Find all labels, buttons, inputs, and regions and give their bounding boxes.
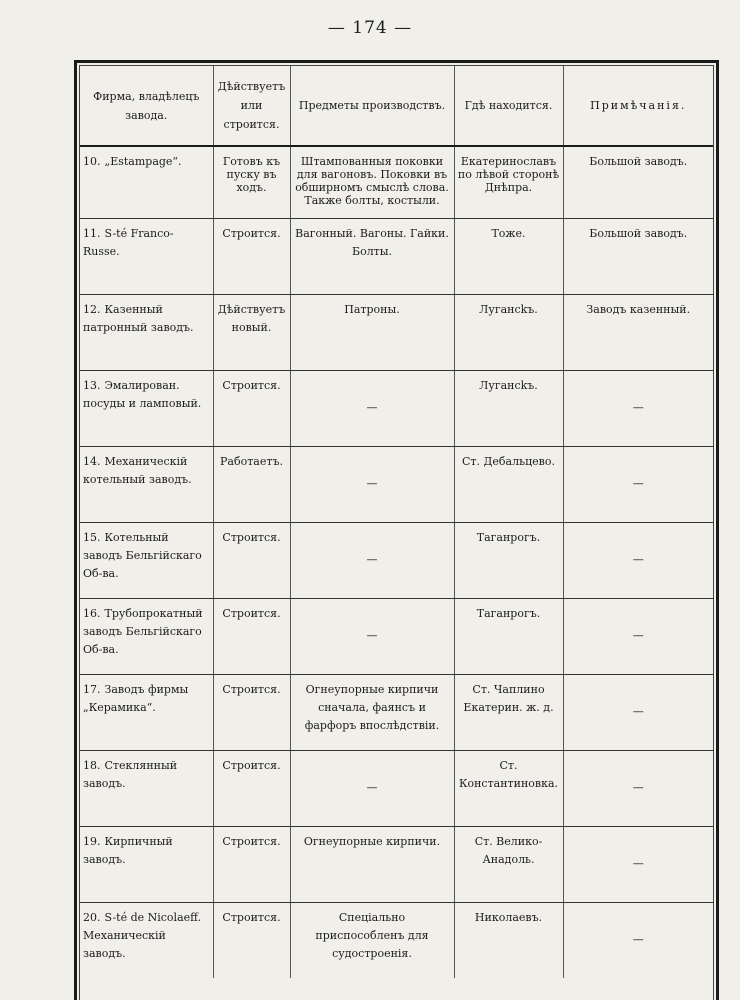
table-row: [80, 598, 713, 674]
products-cell: —: [290, 598, 454, 674]
row-number: 19.: [83, 834, 101, 848]
notes-cell: —: [563, 598, 713, 674]
firm-name: Кирпичный заводъ.: [83, 834, 173, 866]
status-cell: Строится.: [213, 218, 290, 294]
table-row: [80, 370, 713, 446]
header-notes: Примѣчанія.: [563, 66, 713, 146]
header-status: Дѣйствуетъ или строится.: [213, 66, 290, 146]
status-cell: Работаетъ.: [213, 446, 290, 522]
notes-cell: Заводъ казенный.: [563, 294, 713, 370]
status-cell: Строится.: [213, 522, 290, 598]
factory-table: [80, 66, 713, 978]
firm-name: Стеклянный заводъ.: [83, 758, 178, 790]
location-cell: Ст. Дебальцево.: [454, 446, 563, 522]
notes-cell: —: [563, 674, 713, 750]
table-row: [80, 146, 713, 218]
header-firm: Фирма, владѣлецъ завода.: [80, 66, 213, 146]
location-cell: Екатеринославъ по лѣвой сторонѣ Днѣпра.: [454, 146, 563, 218]
location-cell: Ст. Константиновка.: [454, 750, 563, 826]
table-row: [80, 902, 713, 978]
products-cell: —: [290, 522, 454, 598]
status-cell: Строится.: [213, 826, 290, 902]
products-cell: —: [290, 446, 454, 522]
firm-cell: [80, 218, 213, 294]
firm-cell: [80, 826, 213, 902]
location-cell: Тоже.: [454, 218, 563, 294]
notes-cell: Большой заводъ.: [563, 146, 713, 218]
notes-cell: —: [563, 750, 713, 826]
row-number: 16.: [83, 606, 101, 620]
header-products: Предметы производствъ.: [290, 66, 454, 146]
table-row: [80, 294, 713, 370]
products-cell: Штампованныя поковки для вагоновъ. Поковки въ обширномъ смыслѣ слова. Также болты, костыли.: [290, 146, 454, 218]
firm-name: Эмалирован. посуды и ламповый.: [83, 378, 202, 410]
products-cell: Огнеупорные кирпичи.: [290, 826, 454, 902]
firm-cell: [80, 902, 213, 978]
location-cell: Таганрогъ.: [454, 598, 563, 674]
location-cell: Лугансkъ.: [454, 370, 563, 446]
firm-cell: [80, 522, 213, 598]
firm-cell: [80, 598, 213, 674]
firm-name: Казенный патронный заводъ.: [83, 302, 194, 334]
firm-name: S-té Franco-Russe.: [83, 226, 174, 258]
status-cell: Строится.: [213, 750, 290, 826]
location-cell: Лугансkъ.: [454, 294, 563, 370]
products-cell: —: [290, 750, 454, 826]
notes-cell: —: [563, 522, 713, 598]
products-cell: Вагонный. Вагоны. Гайки. Болты.: [290, 218, 454, 294]
notes-cell: —: [563, 446, 713, 522]
products-cell: Спеціально приспособленъ для судостроенія.: [290, 902, 454, 978]
row-number: 13.: [83, 378, 101, 392]
firm-cell: [80, 370, 213, 446]
firm-cell: [80, 674, 213, 750]
status-cell: Дѣйствуетъ новый.: [213, 294, 290, 370]
location-cell: Николаевъ.: [454, 902, 563, 978]
firm-name: „Estampage“.: [104, 155, 182, 168]
page-number: — 174 —: [327, 18, 413, 38]
row-number: 18.: [83, 758, 101, 772]
products-cell: Патроны.: [290, 294, 454, 370]
row-number: 11.: [83, 226, 101, 240]
firm-name: Заводъ фирмы „Керамика“.: [83, 682, 189, 714]
table-row: [80, 218, 713, 294]
products-cell: Огнеупорные кирпичи сначала, фаянсъ и фарфоръ впослѣдствіи.: [290, 674, 454, 750]
table-header-row: [80, 66, 713, 146]
row-number: 10.: [83, 155, 101, 168]
row-number: 14.: [83, 454, 101, 468]
table-row: [80, 750, 713, 826]
firm-cell: [80, 294, 213, 370]
status-cell: Строится.: [213, 674, 290, 750]
status-cell: Готовъ къ пуску въ ходъ.: [213, 146, 290, 218]
table-row: [80, 522, 713, 598]
location-cell: Ст. Велико-Анадоль.: [454, 826, 563, 902]
firm-cell: [80, 146, 213, 218]
factory-table-frame: [74, 60, 719, 1000]
firm-name: Трубопрокатный заводъ Бельгійскаго Об-ва.: [83, 606, 203, 656]
firm-cell: [80, 446, 213, 522]
status-cell: Строится.: [213, 598, 290, 674]
header-location: Гдѣ находится.: [454, 66, 563, 146]
notes-cell: Большой заводъ.: [563, 218, 713, 294]
notes-cell: —: [563, 826, 713, 902]
products-cell: —: [290, 370, 454, 446]
notes-cell: —: [632, 933, 644, 947]
firm-cell: [80, 750, 213, 826]
firm-name: Котельный заводъ Бельгійскаго Об-ва.: [83, 530, 202, 580]
table-row: [80, 674, 713, 750]
status-cell: Строится.: [213, 902, 290, 978]
firm-name: Механическій котельный заводъ.: [83, 454, 192, 486]
row-number: 15.: [83, 530, 101, 544]
firm-name: S-té de Nicolaeff. Механическій заводъ.: [83, 910, 202, 960]
row-number: 12.: [83, 302, 101, 316]
row-number: 17.: [83, 682, 101, 696]
location-cell: Ст. Чаплино Екатерин. ж. д.: [454, 674, 563, 750]
location-cell: Таганрогъ.: [454, 522, 563, 598]
row-number: 20.: [83, 910, 101, 924]
notes-cell: —: [563, 370, 713, 446]
table-row: [80, 446, 713, 522]
table-row: [80, 826, 713, 902]
status-cell: Строится.: [213, 370, 290, 446]
